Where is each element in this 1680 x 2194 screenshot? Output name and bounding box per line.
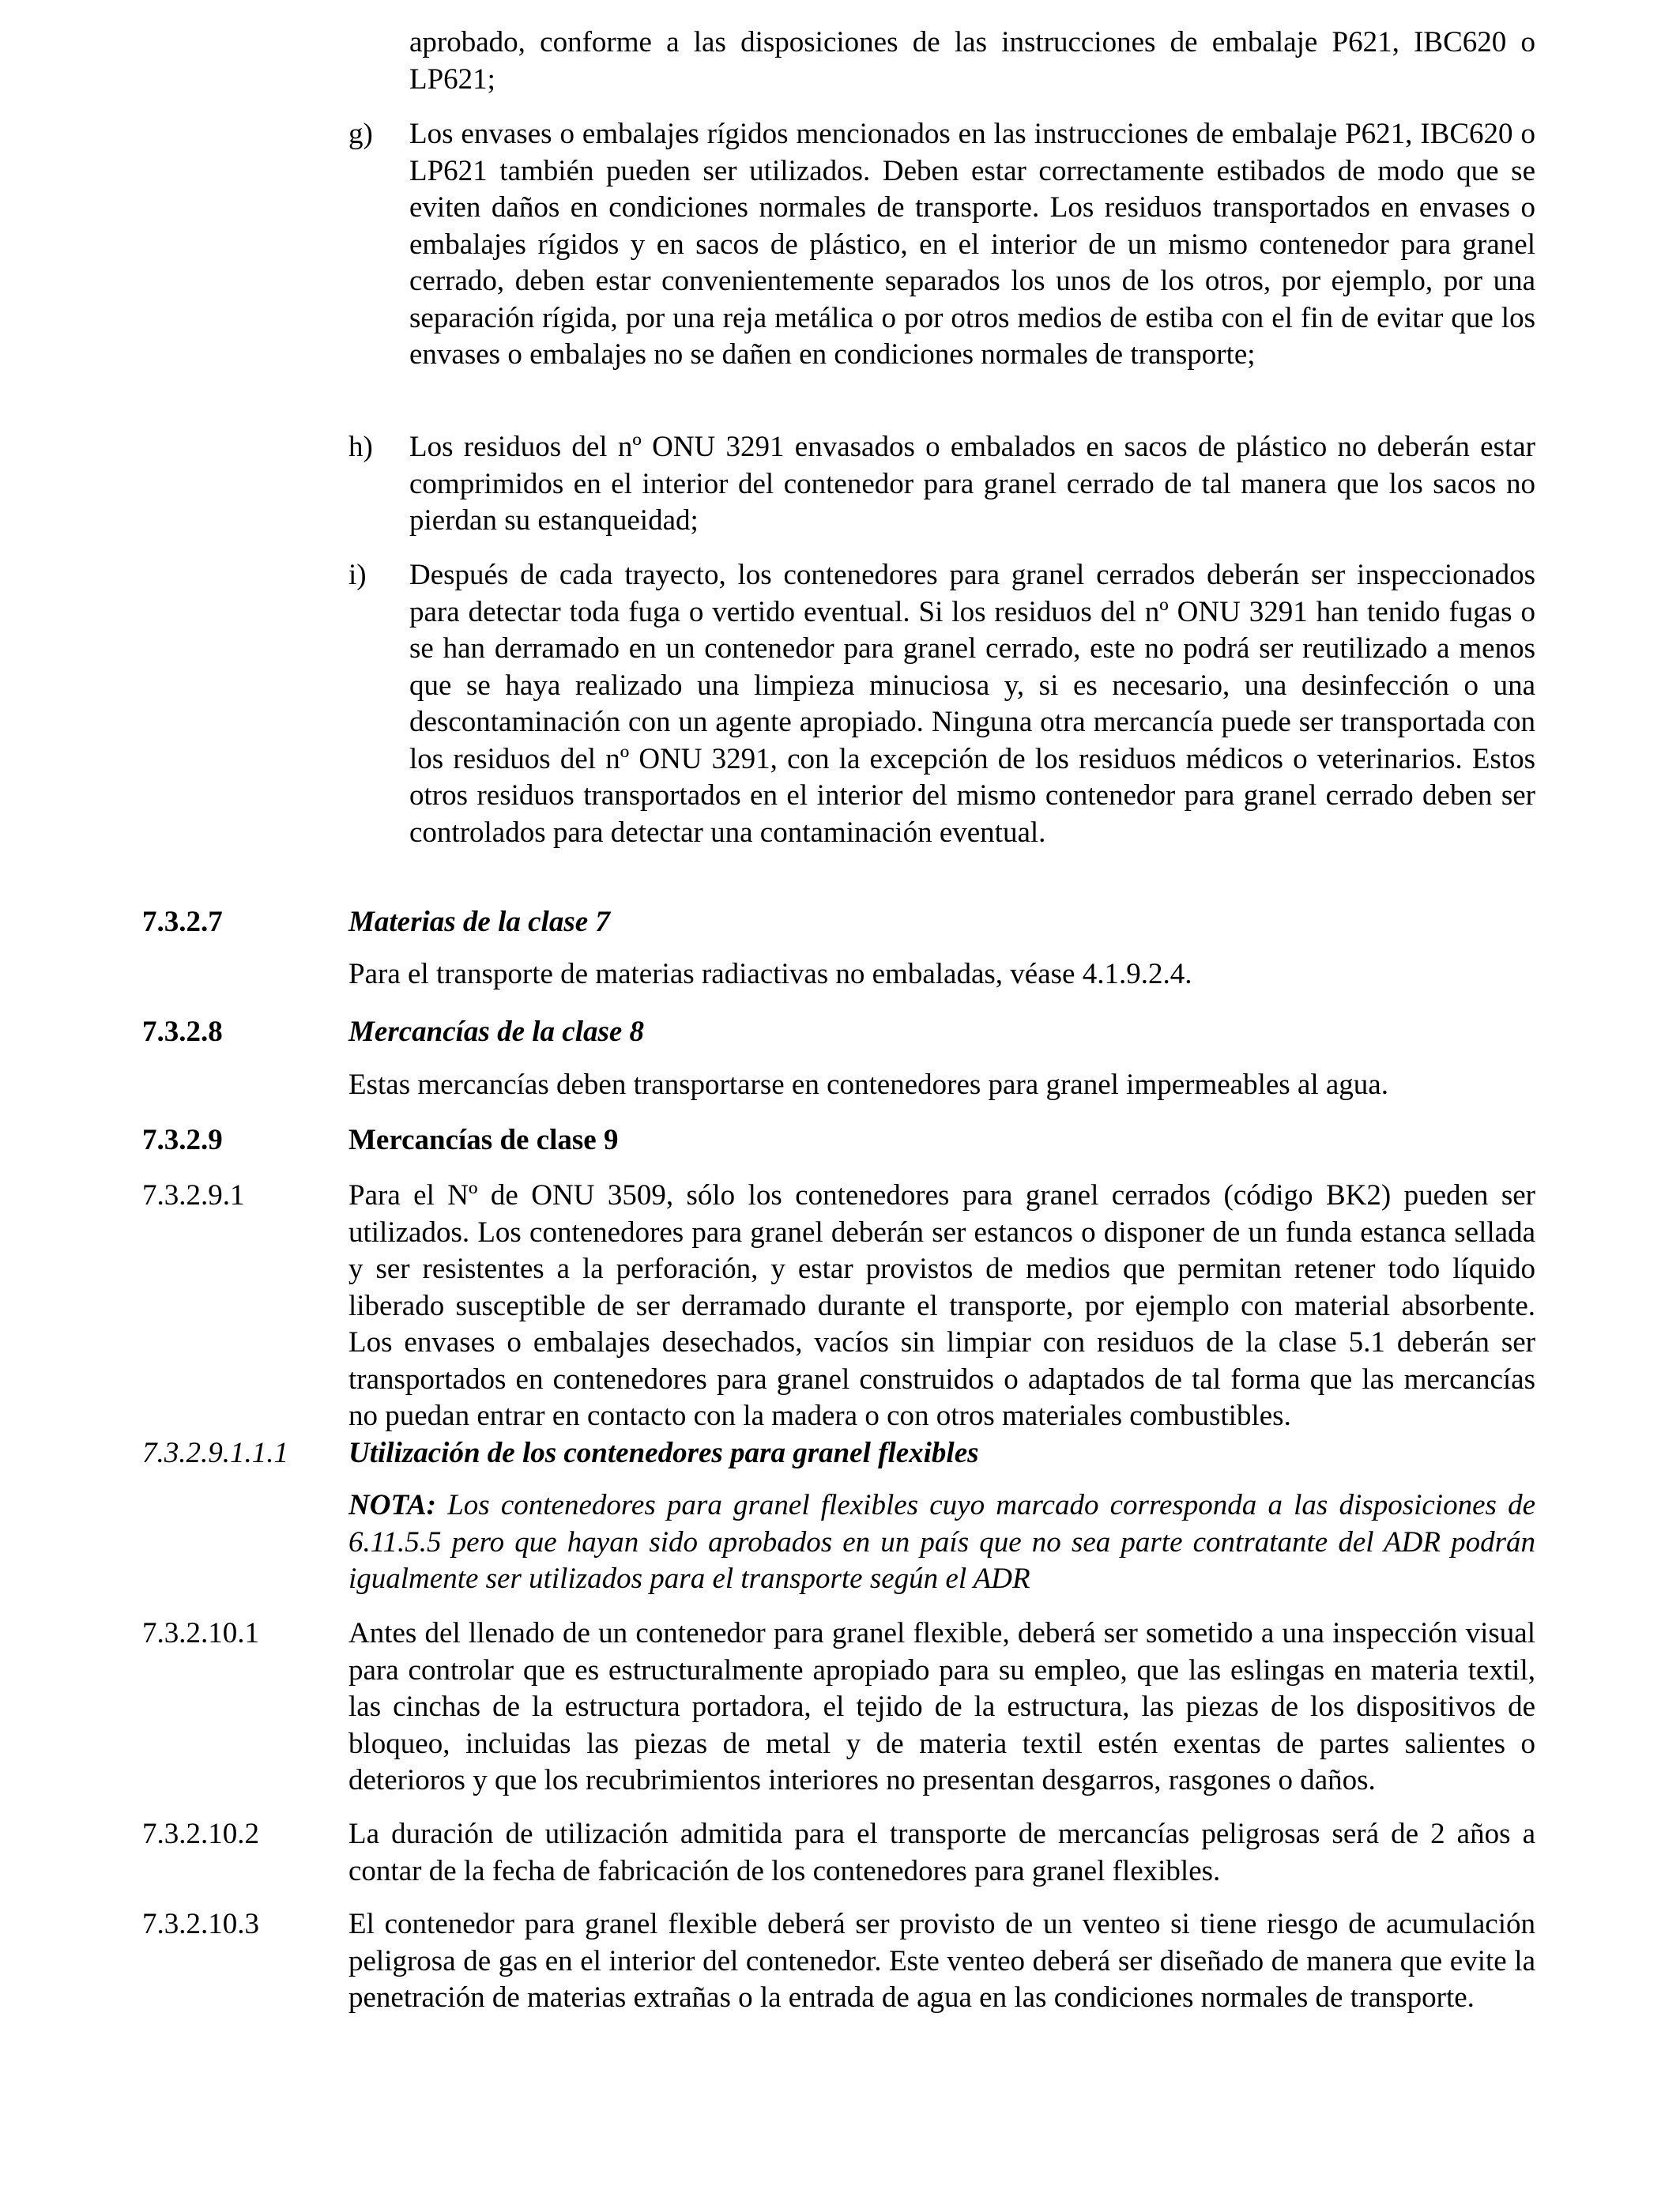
section-body-7327: Para el transporte de materias radiactivas no embaladas, véase 4.1.9.2.4. [348, 958, 1192, 990]
list-marker-i: i) [348, 559, 367, 591]
section-body-732103: El contenedor para granel flexible deberá ser provisto de un venteo si tiene riesgo de acumulación peligrosa de gas en el interior del contenedor. Este venteo deberá ser diseñado de manera que evite la penetración de materias extrañas o la entrada de agua en las condiciones normales de transporte. [348, 1908, 1535, 2014]
note-text: Los contenedores para granel flexibles cuyo marcado corresponda a las disposiciones de 6.11.5.5 pero que hayan sido aprobados en un país que no sea parte contratante del ADR podrán igualmente ser utilizados para el transporte según el ADR [348, 1489, 1535, 1595]
section-title-7329: Mercancías de clase 9 [348, 1124, 619, 1156]
list-item-i: Después de cada trayecto, los contenedores para granel cerrados deberán ser inspeccionados para detectar toda fuga o vertido eventual. Si los residuos del nº ONU 3291 han tenido fugas o se han derramado en un contenedor para granel cerrado, este no podrá ser reutilizado a menos que se haya realizado una limpieza minuciosa y, si es necesario, una desinfección o una descontaminación con un agente apropiado. Ninguna otra mercancía puede ser transportada con los residuos del nº ONU 3291, con la excepción de los residuos médicos o veterinarios. Estos otros residuos transportados en el interior del mismo contenedor para granel cerrado deben ser controlados para detectar una contaminación eventual. [409, 559, 1535, 849]
section-body-7328: Estas mercancías deben transportarse en contenedores para granel impermeables al agua. [348, 1069, 1388, 1101]
section-title-7329111: Utilización de los contenedores para granel flexibles [348, 1437, 979, 1469]
section-body-732101: Antes del llenado de un contenedor para granel flexible, deberá ser sometido a una inspección visual para controlar que es estructuralmente apropiado para su empleo, que las eslingas en materia textil, las cinchas de la estructura portadora, el tejido de la estructura, las piezas de los dispositivos de bloqueo, incluidas las piezas de metal y de materia textil estén exentas de partes salientes o deterioros y que los recubrimientos interiores no presentan desgarros, rasgones o daños. [348, 1617, 1535, 1796]
section-body-73291: Para el Nº de ONU 3509, sólo los contenedores para granel cerrados (código BK2) pueden ser utilizados. Los contenedores para granel deberán ser estancos o disponer de un funda estanca sellada y ser resistentes a la perforación, y estar provistos de medios que permitan retener todo líquido liberado susceptible de ser derramado durante el transporte, por ejemplo con material absorbente. Los envases o embalajes desechados, vacíos sin limpiar con residuos de la clase 5.1 deberán ser transportados en contenedores para granel construidos o adaptados de tal forma que las mercancías no puedan entrar en contacto con la madera o con otros materiales combustibles. [348, 1179, 1535, 1432]
section-number-732101: 7.3.2.10.1 [142, 1617, 259, 1649]
section-number-73291: 7.3.2.9.1 [142, 1179, 245, 1212]
section-number-732102: 7.3.2.10.2 [142, 1818, 259, 1850]
section-body-732102: La duración de utilización admitida para el transporte de mercancías peligrosas será de 2 años a contar de la fecha de fabricación de los contenedores para granel flexibles. [348, 1818, 1535, 1887]
section-number-7329111: 7.3.2.9.1.1.1 [142, 1437, 288, 1469]
list-marker-g: g) [348, 118, 373, 150]
list-marker-h: h) [348, 431, 373, 463]
note-label: NOTA: [348, 1489, 436, 1521]
section-number-7328: 7.3.2.8 [142, 1016, 223, 1048]
section-number-7329: 7.3.2.9 [142, 1124, 223, 1156]
section-title-7328: Mercancías de la clase 8 [348, 1016, 645, 1048]
note-block [348, 1487, 1535, 1598]
section-number-732103: 7.3.2.10.3 [142, 1908, 259, 1940]
list-item-h: Los residuos del nº ONU 3291 envasados o embalados en sacos de plástico no deberán estar comprimidos en el interior del contenedor para granel cerrado de tal manera que los sacos no pierdan su estanqueidad; [409, 431, 1535, 537]
continuation-paragraph: aprobado, conforme a las disposiciones de las instrucciones de embalaje P621, IBC620 o LP621; [409, 26, 1535, 96]
section-number-7327: 7.3.2.7 [142, 906, 223, 938]
section-title-7327: Materias de la clase 7 [348, 906, 610, 938]
list-item-g: Los envases o embalajes rígidos mencionados en las instrucciones de embalaje P621, IBC620 o LP621 también pueden ser utilizados. Deben estar correctamente estibados de modo que se eviten daños en condiciones normales de transporte. Los residuos transportados en envases o embalajes rígidos y en sacos de plástico, en el interior de un mismo contenedor para granel cerrado, deben estar convenientemente separados los unos de los otros, por ejemplo, por una separación rígida, por una reja metálica o por otros medios de estiba con el fin de evitar que los envases o embalajes no se dañen en condiciones normales de transporte; [409, 118, 1535, 371]
